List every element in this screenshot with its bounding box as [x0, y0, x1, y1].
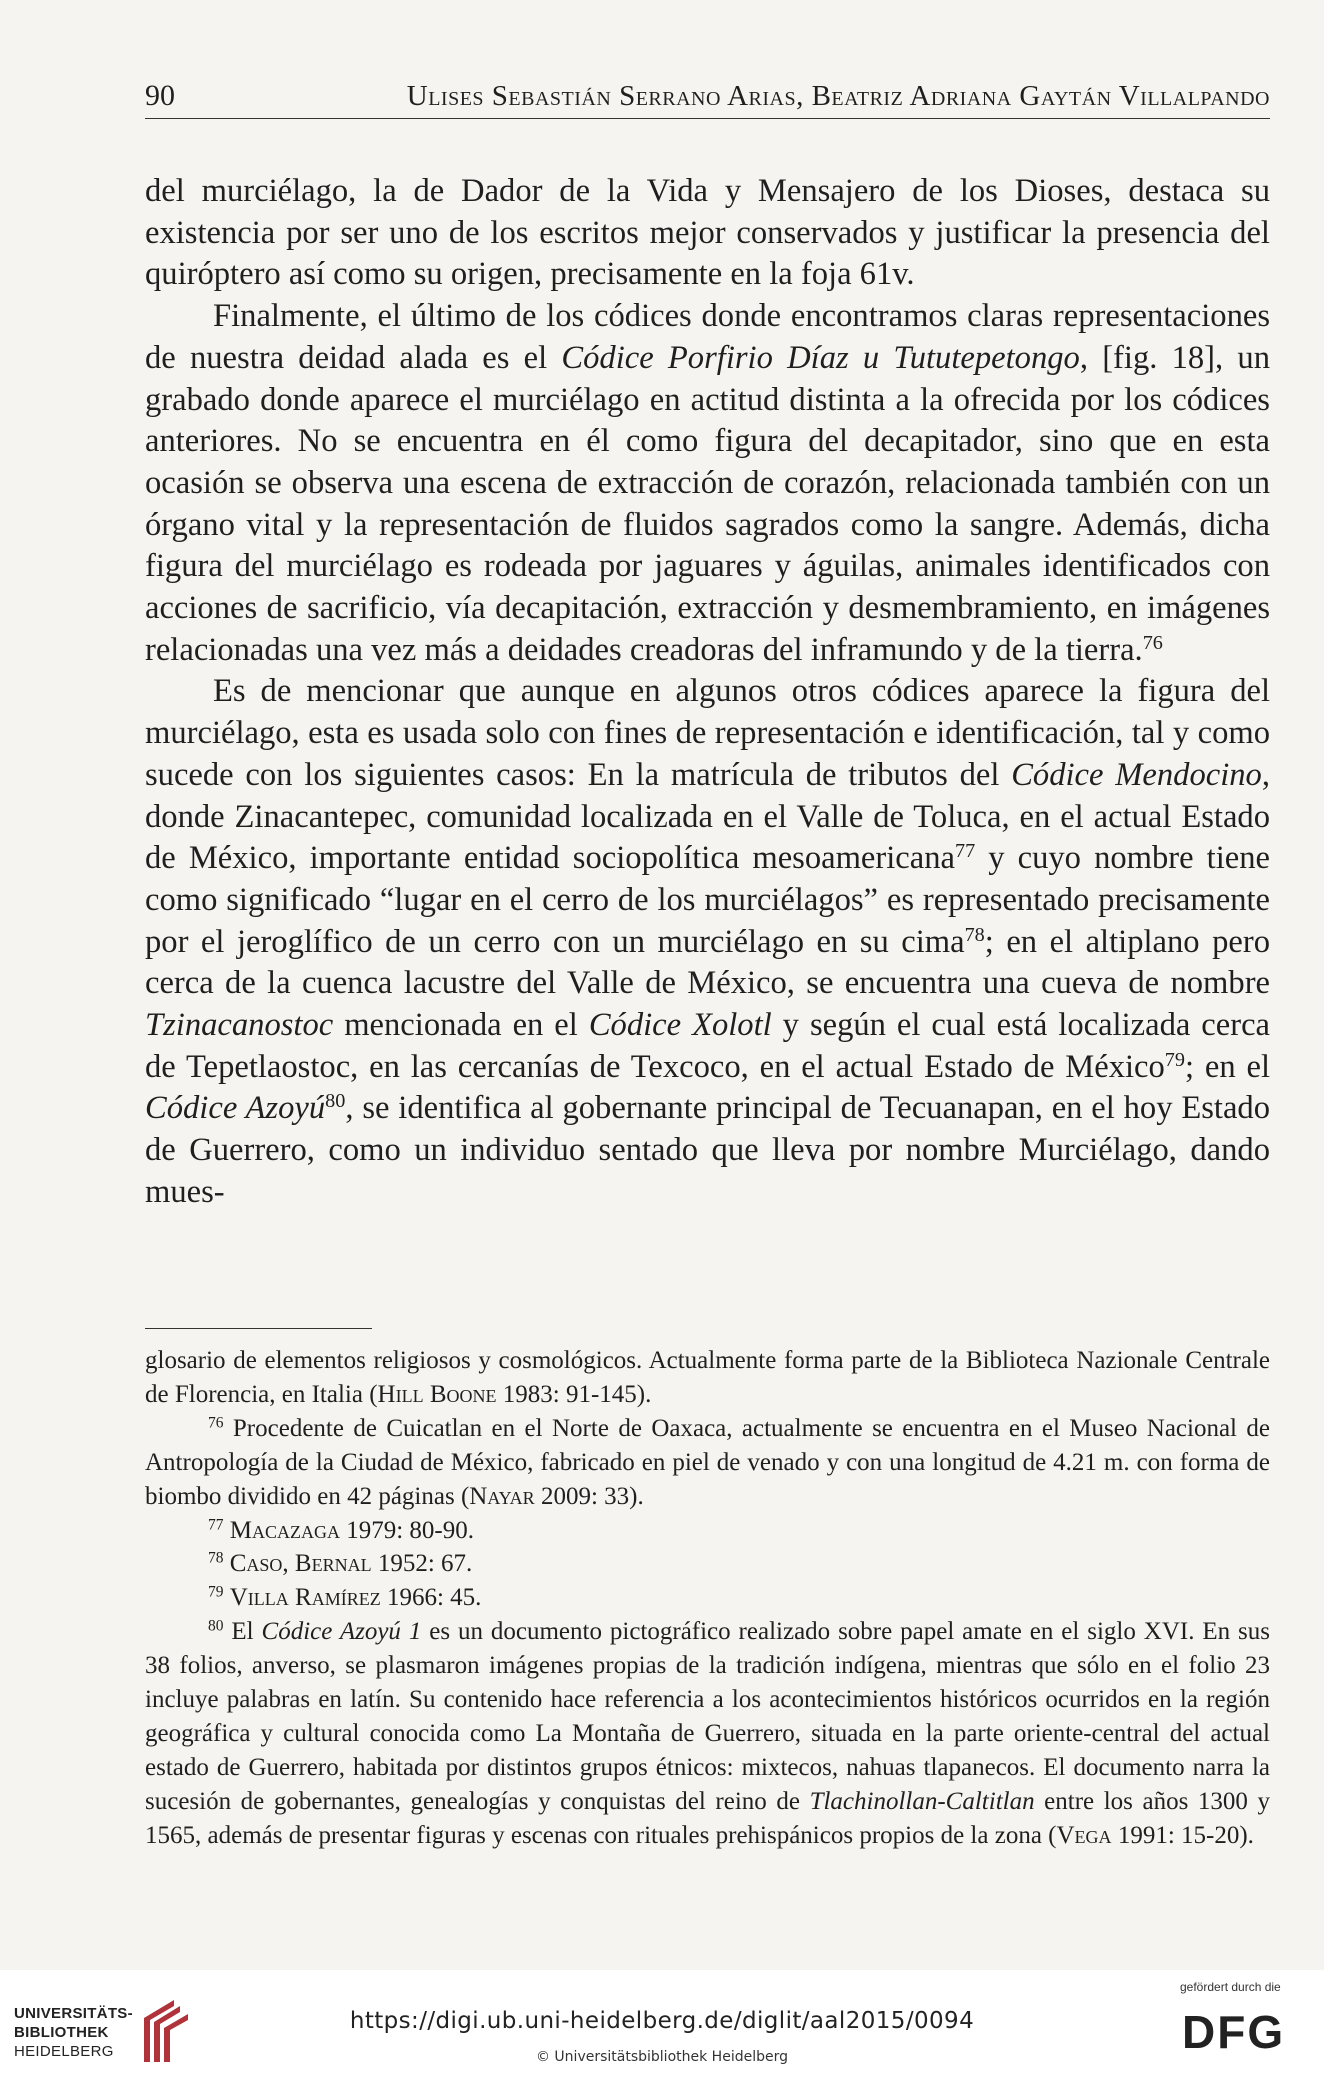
author-name: Vega — [1056, 1821, 1112, 1849]
footnote-76 — [145, 1412, 1270, 1514]
footnote-80 — [145, 1615, 1270, 1852]
text-run: 1991: 15-20). — [1111, 1821, 1254, 1849]
author-name: Villa Ramírez — [229, 1584, 381, 1612]
text-run: 1952: 67. — [371, 1550, 473, 1578]
footnote-number: 77 — [208, 1516, 224, 1534]
footnote-number: 78 — [208, 1549, 224, 1567]
text-run: Es de mencionar que aunque en algunos otros códices aparece la figura del murciélago, esta es usada solo con fines de representación e identificación, tal y como sucede con los siguientes casos: En la matrícula de tributos del — [145, 673, 1270, 793]
text-run: glosario de elementos religiosos y cosmológicos. Actualmente forma parte de la Biblioteca Nazionale Centrale de Florencia, en Italia ( — [145, 1347, 1270, 1408]
footnote-ref[interactable]: 80 — [325, 1090, 346, 1113]
footnote-number: 76 — [208, 1414, 224, 1432]
footnote-ref[interactable]: 76 — [1142, 631, 1163, 654]
footnote-77 — [145, 1514, 1270, 1548]
author-name: Nayar — [469, 1482, 535, 1510]
footnote-78 — [145, 1547, 1270, 1581]
author-name: Macazaga — [229, 1516, 340, 1544]
running-head: Ulises Sebastián Serrano Arias, Beatriz Adriana Gaytán Villalpando — [406, 80, 1270, 112]
text-run: Finalmente, el último de los códices donde encontramos claras representaciones de nuestra deidad alada es el — [145, 298, 1270, 376]
text-run: , donde Zinacantepec, comunidad localizada en el Valle de Toluca, en el actual Estado de México, importante entidad sociopolítica mesoamericana — [145, 756, 1270, 877]
library-name-line1: UNIVERSITÄTS- — [14, 2005, 133, 2022]
page-number: 90 — [145, 79, 175, 112]
footnote-number: 80 — [208, 1617, 224, 1635]
footnote-continuation — [145, 1344, 1270, 1412]
text-run: y según el cual está localizada cerca de Tepetlaostoc, en las cercanías de Texcoco, en el actual Estado de México — [145, 1007, 1270, 1085]
place-name: Tlachinollan-Caltitlan — [809, 1787, 1035, 1815]
footnote-79 — [145, 1581, 1270, 1615]
funding-caption: gefördert durch die — [1180, 1980, 1281, 1994]
text-run: y cuyo nombre tiene como significado “lugar en el cerro de los murciélagos” es representado precisamente por el jeroglífico de un cerro con un murciélago en su cima — [145, 840, 1270, 960]
paragraph — [145, 671, 1270, 1213]
text-run: es un documento pictográfico realizado sobre papel amate en el siglo XVI. En sus 38 folios, anverso, se plasmaron imágenes propias de la tradición indígena, mientras que sólo en el folio 23 incluye palabras en latín. Su contenido hace referencia a los acontecimientos históricos ocurridos en la región geográfica y cultural conocida como La Montaña de Guerrero, situada en la parte oriente-central del actual estado de Guerrero, habitada por distintos grupos étnicos: mixtecos, nahuas tlapanecos. El documento narra la sucesión de gobernantes, genealogías y conquistas del reino de — [145, 1618, 1270, 1815]
paragraph — [145, 171, 1270, 296]
footnote-divider — [145, 1328, 372, 1329]
text-run: 1979: 80-90. — [339, 1516, 475, 1544]
library-name-line3: HEIDELBERG — [14, 2043, 114, 2060]
dfg-logo-text: DFG — [1182, 2006, 1286, 2058]
footnote-ref[interactable]: 78 — [964, 923, 985, 946]
copyright-notice: © Universitätsbibliothek Heidelberg — [535, 2049, 788, 2065]
work-title: Códice Porfirio Díaz u Tututepetongo — [561, 339, 1080, 376]
permalink-url[interactable]: https://digi.ub.uni-heidelberg.de/diglit/aal2015/0094 — [349, 2008, 975, 2034]
footnotes — [145, 1344, 1270, 1853]
text-run: ; en el — [1185, 1048, 1270, 1085]
text-run: 1983: 91-145). — [496, 1380, 652, 1408]
author-name: Caso, Bernal — [229, 1550, 372, 1578]
text-run: Procedente de Cuicatlan en el Norte de Oaxaca, actualmente se encuentra en el Museo Nacional de Antropología de la Ciudad de México, fabricado en piel de venado y con una longitud de 4.21 m. con forma de biombo dividido en 42 páginas ( — [145, 1414, 1270, 1510]
main-text — [145, 171, 1270, 1214]
work-title: Códice Azoyú 1 — [261, 1618, 422, 1646]
text-run: , se identifica al gobernante principal de Tecuanapan, en el hoy Estado de Guerrero, como un individuo sentado que lleva por nombre Murciélago, dando mues- — [145, 1090, 1270, 1210]
text-run: 2009: 33). — [534, 1482, 644, 1510]
text-run: 1966: 45. — [380, 1584, 482, 1612]
text-run: , [fig. 18], un grabado donde aparece el murciélago en actitud distinta a la ofrecida por los códices anteriores. No se encuentra en él como figura del decapitador, sino que en esta ocasión se observa una escena de extracción de corazón, relacionada también con un órgano vital y la representación de fluidos sagrados como la sangre. Además, dicha figura del murciélago es rodeada por jaguares y águilas, animales identificados con acciones de sacrificio, vía decapitación, extracción y desmembramiento, en imágenes relacionadas una vez más a deidades creadoras del inframundo y de la tierra. — [145, 339, 1270, 668]
work-title: Códice Xolotl — [588, 1007, 772, 1044]
work-title: Códice Azoyú — [145, 1090, 326, 1127]
dfg-logo[interactable] — [1180, 2000, 1296, 2058]
footnote-ref[interactable]: 77 — [954, 840, 976, 863]
text-run: entre los años 1300 y 1565, además de presentar figuras y escenas con rituales prehispánicos propios de la zona ( — [145, 1787, 1270, 1849]
text-run: mencionada en el — [333, 1007, 589, 1044]
footnote-number: 79 — [208, 1583, 224, 1601]
place-name: Tzinacanostoc — [145, 1007, 334, 1044]
text-run: del murciélago, la de Dador de la Vida y Mensajero de los Dioses, destaca su existencia por ser uno de los escritos mejor conservados y justificar la presencia del quiróptero así como su origen, precisamente en la foja 61v. — [145, 173, 1270, 293]
text-run: El — [223, 1618, 262, 1646]
paragraph — [145, 296, 1270, 671]
digitization-footer — [0, 1970, 1324, 2086]
library-name-line2: BIBLIOTHEK — [14, 2024, 109, 2041]
author-name: Hill Boone — [377, 1380, 497, 1408]
work-title: Códice Mendocino — [1011, 756, 1262, 793]
footnote-ref[interactable]: 79 — [1164, 1048, 1185, 1071]
text-run: ; en el altiplano pero cerca de la cuenca lacustre del Valle de México, se encuentra una cueva de nombre — [145, 923, 1270, 1002]
page-header — [145, 74, 1270, 119]
